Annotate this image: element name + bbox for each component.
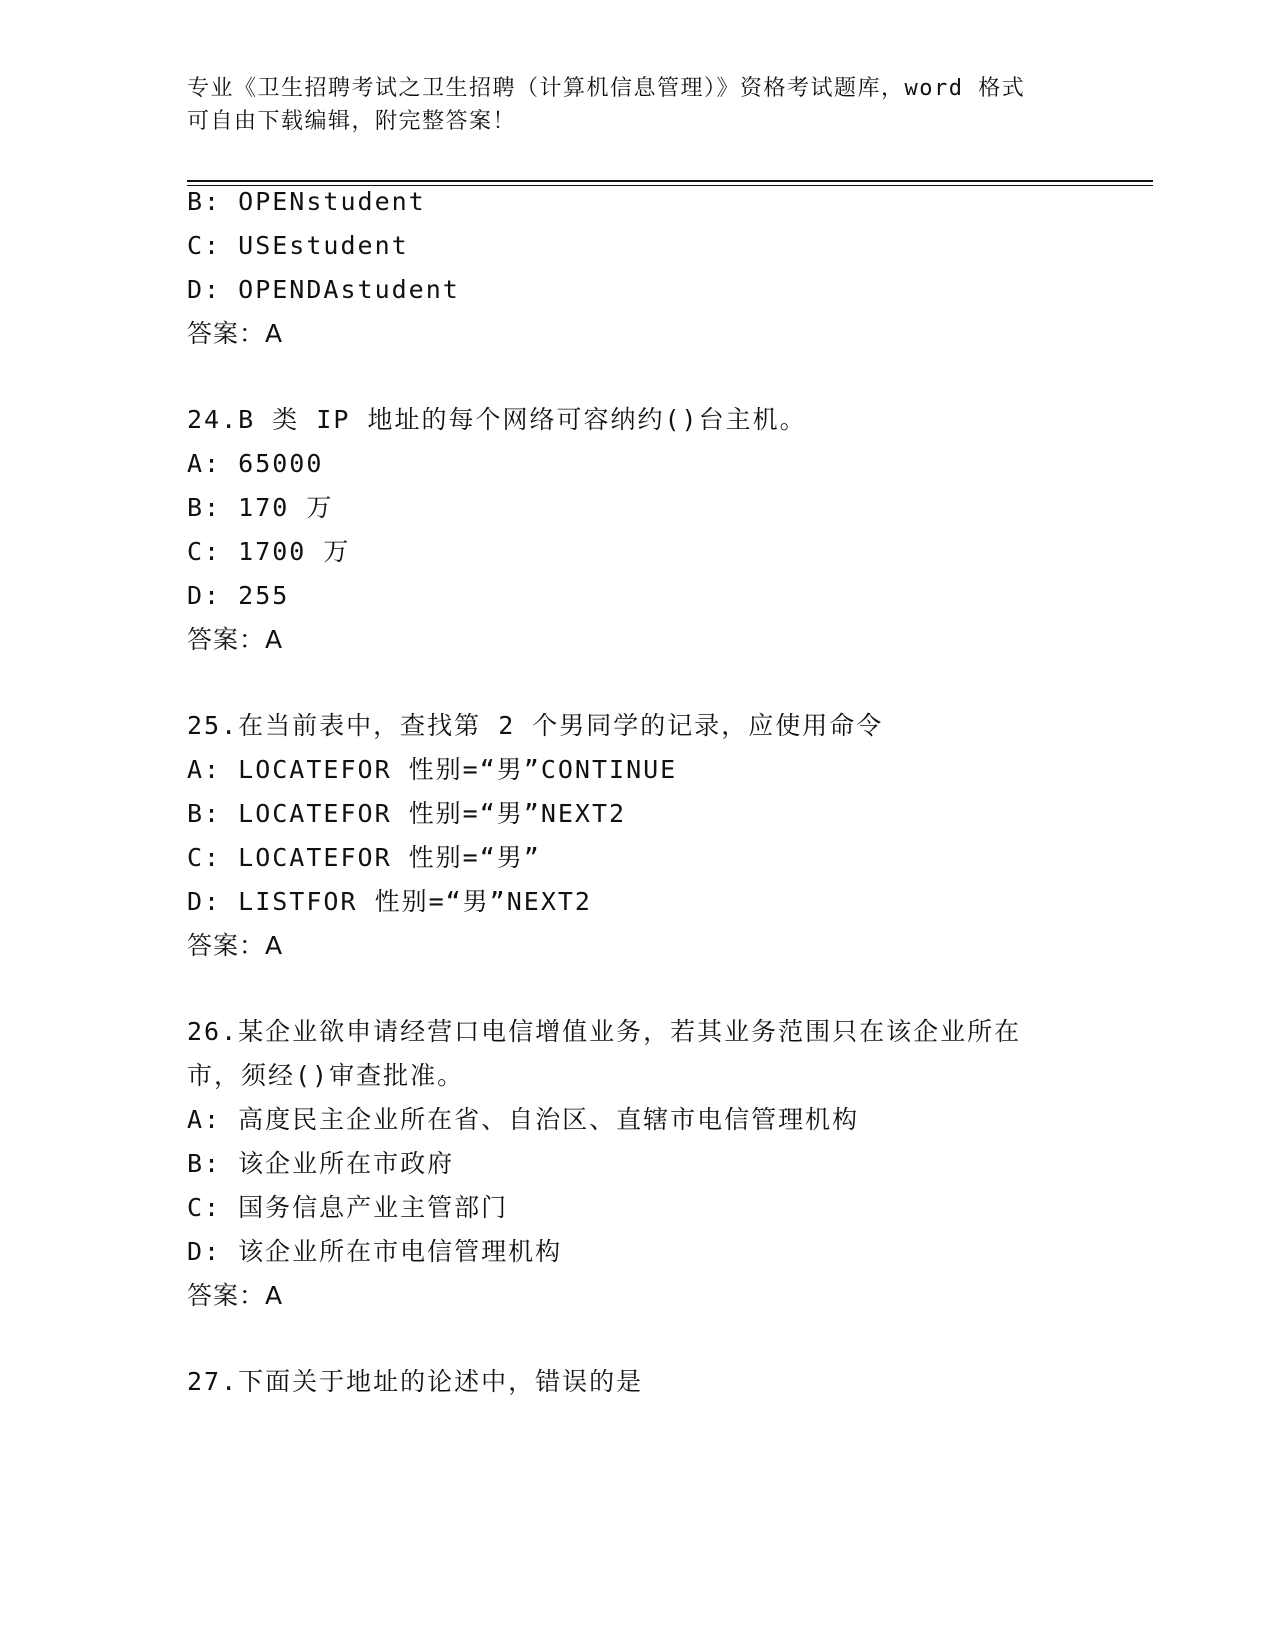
q23-answer: 答案：A bbox=[187, 319, 284, 348]
q23-option-d: D: OPENDAstudent bbox=[187, 275, 460, 304]
q25-question: 25.在当前表中，查找第 2 个男同学的记录，应使用命令 bbox=[187, 711, 884, 740]
q23-option-c: C: USEstudent bbox=[187, 231, 409, 260]
q24-option-c: C: 1700 万 bbox=[187, 537, 351, 566]
q27-question: 27.下面关于地址的论述中，错误的是 bbox=[187, 1367, 644, 1396]
q25-option-b: B: LOCATEFOR 性别=“男”NEXT2 bbox=[187, 799, 627, 828]
q24-question: 24.B 类 IP 地址的每个网络可容纳约()台主机。 bbox=[187, 405, 807, 434]
q26-option-b: B: 该企业所在市政府 bbox=[187, 1149, 455, 1178]
q26-question-line-2: 市，须经()审查批准。 bbox=[187, 1061, 465, 1090]
q24-option-b: B: 170 万 bbox=[187, 493, 334, 522]
document-header bbox=[187, 72, 1087, 138]
q24-answer: 答案：A bbox=[187, 625, 284, 654]
q26-question-line-1: 26.某企业欲申请经营口电信增值业务，若其业务范围只在该企业所在 bbox=[187, 1017, 1022, 1046]
q26-answer: 答案：A bbox=[187, 1281, 284, 1310]
q24-option-a: A: 65000 bbox=[187, 449, 324, 478]
q25-option-d: D: LISTFOR 性别=“男”NEXT2 bbox=[187, 887, 592, 916]
q24-option-d: D: 255 bbox=[187, 581, 290, 610]
q25-answer: 答案：A bbox=[187, 931, 284, 960]
header-line-2: 可自由下载编辑，附完整答案！ bbox=[187, 109, 517, 134]
header-divider-thick bbox=[187, 180, 1153, 182]
q26-option-c: C: 国务信息产业主管部门 bbox=[187, 1193, 509, 1222]
q23-option-b: B: OPENstudent bbox=[187, 187, 426, 216]
q25-option-a: A: LOCATEFOR 性别=“男”CONTINUE bbox=[187, 755, 678, 784]
q26-option-a: A: 高度民主企业所在省、自治区、直辖市电信管理机构 bbox=[187, 1105, 860, 1134]
q25-option-c: C: LOCATEFOR 性别=“男” bbox=[187, 843, 541, 872]
q26-option-d: D: 该企业所在市电信管理机构 bbox=[187, 1237, 563, 1266]
header-line-1: 专业《卫生招聘考试之卫生招聘（计算机信息管理）》资格考试题库，word 格式 bbox=[187, 76, 1026, 101]
